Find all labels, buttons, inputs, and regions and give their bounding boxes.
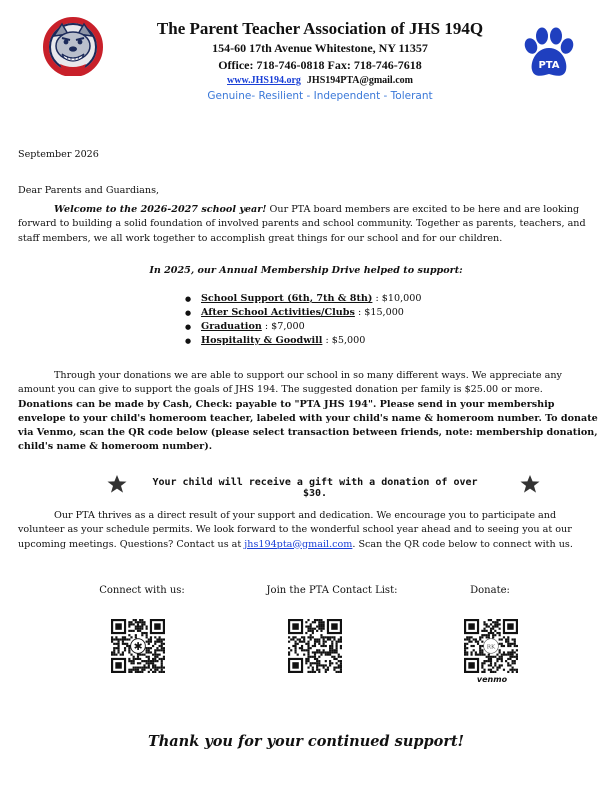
closing-line: Thank you for your continued support! [147, 733, 465, 750]
list-item: ● Hospitality & Goodwill : $5,000 [185, 334, 421, 348]
svg-text:✱: ✱ [133, 639, 143, 653]
header-email: JHS194PTA@gmail.com [306, 75, 413, 86]
organization-title: The Parent Teacher Association of JHS 194Q [156, 19, 484, 38]
svg-text:RK: RK [486, 644, 496, 651]
volunteer-paragraph: Our PTA thrives as a direct result of your support and dedication. We encourage you to participate and volunteer as your schedule permits. We look forward to the wonderful school year ahead and to seeing you at our upcoming meetings. Questions? Contact us at jhs194pta@gmail.com. Scan the QR code below to connect with us. [18, 510, 573, 550]
contact-line [140, 73, 500, 88]
list-item: ● School Support (6th, 7th & 8th) : $10,000 [185, 292, 421, 306]
bulldog-mascot-icon [40, 14, 106, 76]
paw-logo-text: PTA [538, 60, 560, 71]
star-icon [520, 474, 540, 494]
welcome-paragraph [18, 203, 600, 246]
welcome-body: Our PTA board members are excited to be here and are looking forward to building a solid foundation of involved parents and school community. Together as parents, teachers, and staff members, we all work together to accomplish great things for our school and for our children. [18, 204, 586, 244]
membership-drive-heading: In 2025, our Annual Membership Drive helped to support: [149, 265, 463, 276]
gift-notice [0, 474, 612, 499]
paw-print-icon [520, 26, 576, 82]
letter-date: September 2026 [18, 149, 99, 160]
connect-label: Connect with us: [99, 585, 185, 596]
letterhead [140, 18, 500, 104]
donation-instructions: Donations can be made by Cash, Check: payable to "PTA JHS 194". Please send in your membership envelope to your child's homeroom teacher, labeled with your child's name & homeroom number. To donate via Venmo, scan the QR code below (please select transaction between friends, note: membership donation, child's name & homeroom number). [18, 398, 598, 453]
contact-list-label: Join the PTA Contact List: [266, 585, 398, 596]
donation-paragraph [18, 369, 600, 455]
contact-list-qr-code[interactable] [288, 619, 342, 673]
star-icon [107, 474, 127, 494]
welcome-lead: Welcome to the 2026-2027 school year! [54, 204, 267, 215]
donation-body: Through your donations we are able to support our school in so many different ways. We appreciate any amount you can give to support the goals of JHS 194. The suggested donation per family is $25.00 or more. [18, 370, 562, 396]
donate-label: Donate: [470, 585, 510, 596]
organization-phone-fax: Office: 718-746-0818 Fax: 718-746-7618 [218, 58, 422, 72]
contact-email-link[interactable]: jhs194pta@gmail.com [244, 538, 353, 550]
letter-greeting: Dear Parents and Guardians, [18, 185, 160, 196]
support-list [185, 292, 421, 348]
list-item: ● Graduation : $7,000 [185, 320, 421, 334]
gift-text: Your child will receive a gift with a donation of over $30. [152, 477, 478, 499]
venmo-label: venmo [476, 675, 508, 684]
organization-address: 154-60 17th Avenue Whitestone, NY 11357 [212, 41, 428, 55]
website-link[interactable]: www.JHS194.org [227, 75, 301, 86]
school-motto: Genuine- Resilient - Independent - Tolerant [207, 90, 433, 102]
connect-qr-code[interactable] [111, 619, 165, 673]
list-item: ● After School Activities/Clubs : $15,000 [185, 306, 421, 320]
venmo-qr-code[interactable] [464, 619, 518, 673]
